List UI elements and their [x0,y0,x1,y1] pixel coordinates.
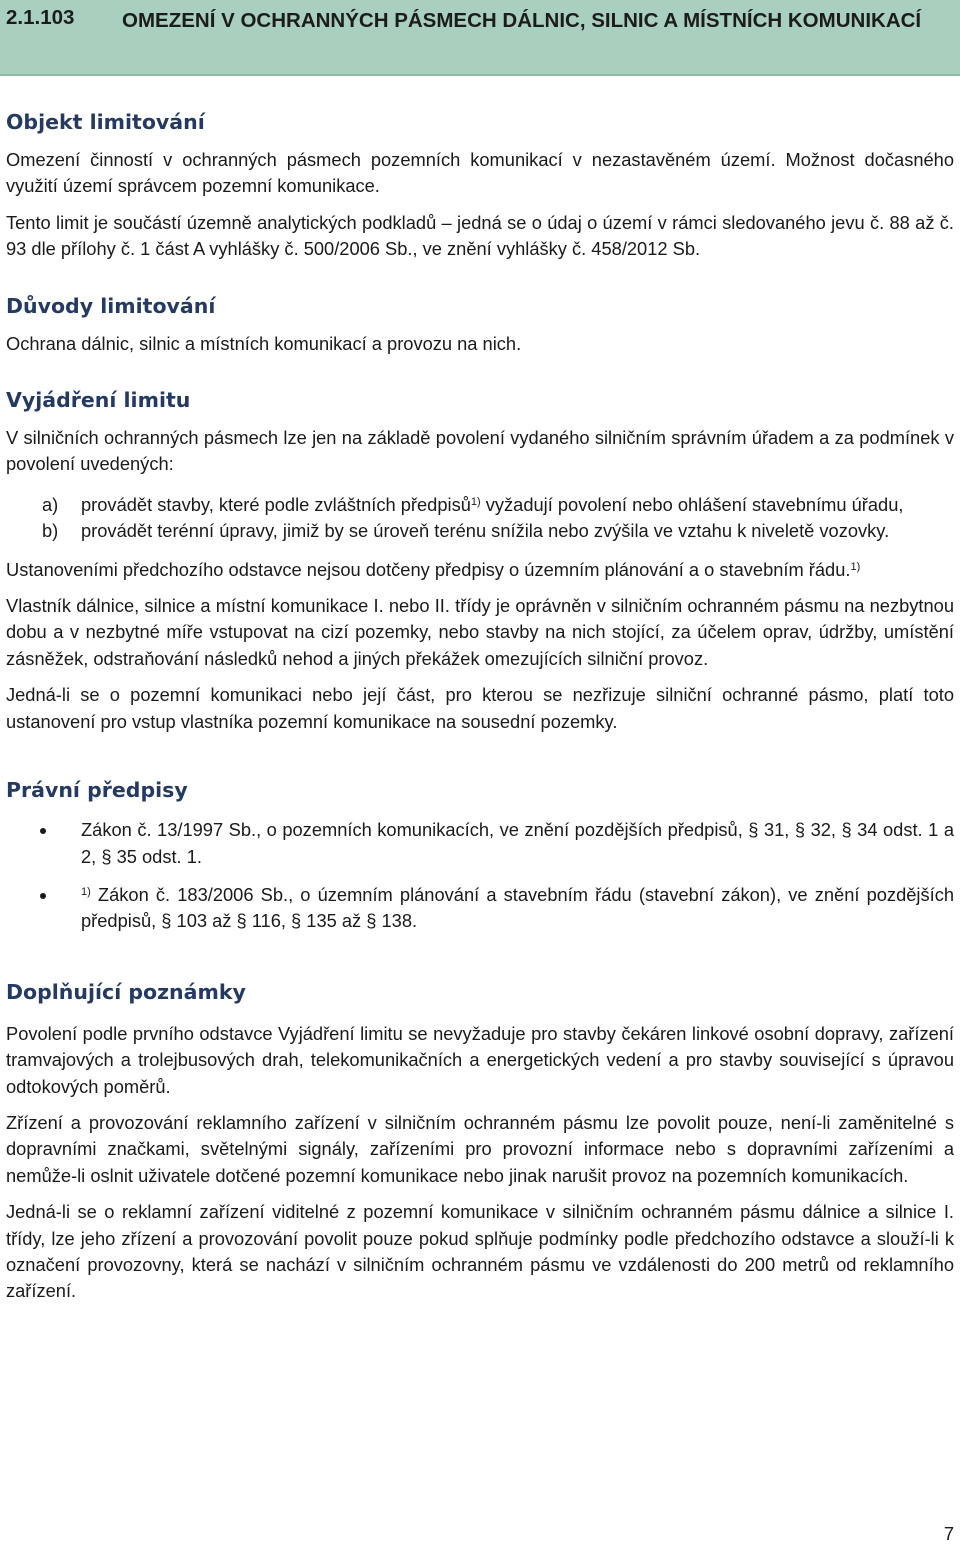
list-item-text: provádět stavby, které podle zvláštních předpisů [81,493,471,515]
heading-doplnujici: Doplňující poznámky [6,979,246,1004]
doplnujici-paragraph-2: Zřízení a provozování reklamního zařízení v silničním ochranném pásmu lze povolit pouze, není-li zaměnitelné s dopravními značkami, světelnými signály, zařízeními pro provozní informace nebo s dopravními zařízeními a nemůže-li oslnit uživatele dotčené pozemní komunikace nebo jinak narušit provoz na pozemních komunikacích. [6,1111,954,1186]
section-header [0,0,960,76]
list-marker: b) [42,520,59,542]
document-body [6,107,954,1305]
vyjadreni-paragraph-2 [6,557,954,583]
list-item-text: vyžadují povolení nebo ohlášení stavebnímu úřadu, [480,493,904,515]
section-number: 2.1.103 [6,6,75,29]
vyjadreni-paragraph-4: Jedná-li se o pozemní komunikaci nebo její část, pro kterou se nezřizuje silniční ochranné pásmo, platí toto ustanovení pro vstup vlastníka pozemní komunikace na sousední pozemky. [6,684,954,732]
list-item-text: Zákon č. 183/2006 Sb., o územním plánování a stavebním řádu (stavební zákon), ve znění pozdějších předpisů, § 103 až § 116, § 135 až § 138. [81,883,954,932]
bullet-icon [40,893,46,899]
vyjadreni-intro: V silničních ochranných pásmech lze jen na základě povolení vydaného silničním správním úřadem a za podmínek v povolení uvedených: [6,427,954,475]
paragraph-text: Ustanoveními předchozího odstavce nejsou dotčeny předpisy o územním plánování a o stavebním řádu. [6,558,851,580]
list-item-text: Zákon č. 13/1997 Sb., o pozemních komunikacích, ve znění pozdějších předpisů, § 31, § 32, § 34 odst. 1 a 2, § 35 odst. 1. [81,819,954,867]
doplnujici-paragraph-1: Povolení podle prvního odstavce Vyjádření limitu se nevyžaduje pro stavby čekáren linkové osobní dopravy, zařízení tramvajových a trolejbusových drah, telekomunikačních a energetických vedení a pro stavby související s úpravou odtokových poměrů. [6,1022,954,1097]
heading-pravni: Právní předpisy [6,778,188,803]
page-number: 7 [943,1523,954,1544]
footnote-ref: 1) [81,885,91,898]
doplnujici-paragraph-3: Jedná-li se o reklamní zařízení viditelné z pozemní komunikace v silničním ochranném pásmu dálnice a silnice I. třídy, lze jeho zřízení a provozování povolit pouze pokud splňuje podmínky podle předchozího odstavce a slouží-li k označení provozovny, která se nachází v silničním ochranném pásmu ve vzdálenosti do 200 metrů od reklamního zařízení. [6,1201,954,1302]
section-title: OMEZENÍ V OCHRANNÝCH PÁSMECH DÁLNIC, SILNIC A MÍSTNÍCH KOMUNIKACÍ [122,9,922,32]
objekt-paragraph-2: Tento limit je součástí územně analytických podkladů – jedná se o údaj o území v rámci sledovaného jevu č. 88 až č. 93 dle přílohy č. 1 část A vyhlášky č. 500/2006 Sb., ve znění vyhlášky č. 458/2012 Sb. [6,211,954,260]
heading-vyjadreni: Vyjádření limitu [6,388,191,413]
footnote-ref: 1) [470,495,481,508]
duvody-paragraph: Ochrana dálnic, silnic a místních komunikací a provozu na nich. [6,332,522,354]
objekt-paragraph-1: Omezení činností v ochranných pásmech pozemních komunikací v nezastavěném území. Možnost dočasného využití území správcem pozemní komunikace. [6,149,954,197]
list-item-text: provádět terénní úpravy, jimiž by se úroveň terénu snížila nebo zvýšila ve vztahu k niveletě vozovky. [81,520,890,542]
bullet-icon [40,828,46,834]
vyjadreni-paragraph-3: Vlastník dálnice, silnice a místní komunikace I. nebo II. třídy je oprávněn v silničním ochranném pásmu na nezbytnou dobu a v nezbytné míře vstupovat na cizí pozemky, nebo stavby na nich stojící, za účelem oprav, údržby, umístění zásněžek, odstraňování následků nehod a jiných překážek omezujících silniční provoz. [6,595,954,669]
heading-objekt: Objekt limitování [6,110,205,134]
heading-duvody: Důvody limitování [6,293,216,318]
list-item [6,518,954,544]
list-item [6,492,954,518]
footnote-ref: 1) [850,560,861,573]
vyjadreni-list [6,492,954,545]
list-item [6,882,954,935]
pravni-list [6,817,954,935]
list-marker: a) [42,493,59,515]
list-item [6,817,954,870]
